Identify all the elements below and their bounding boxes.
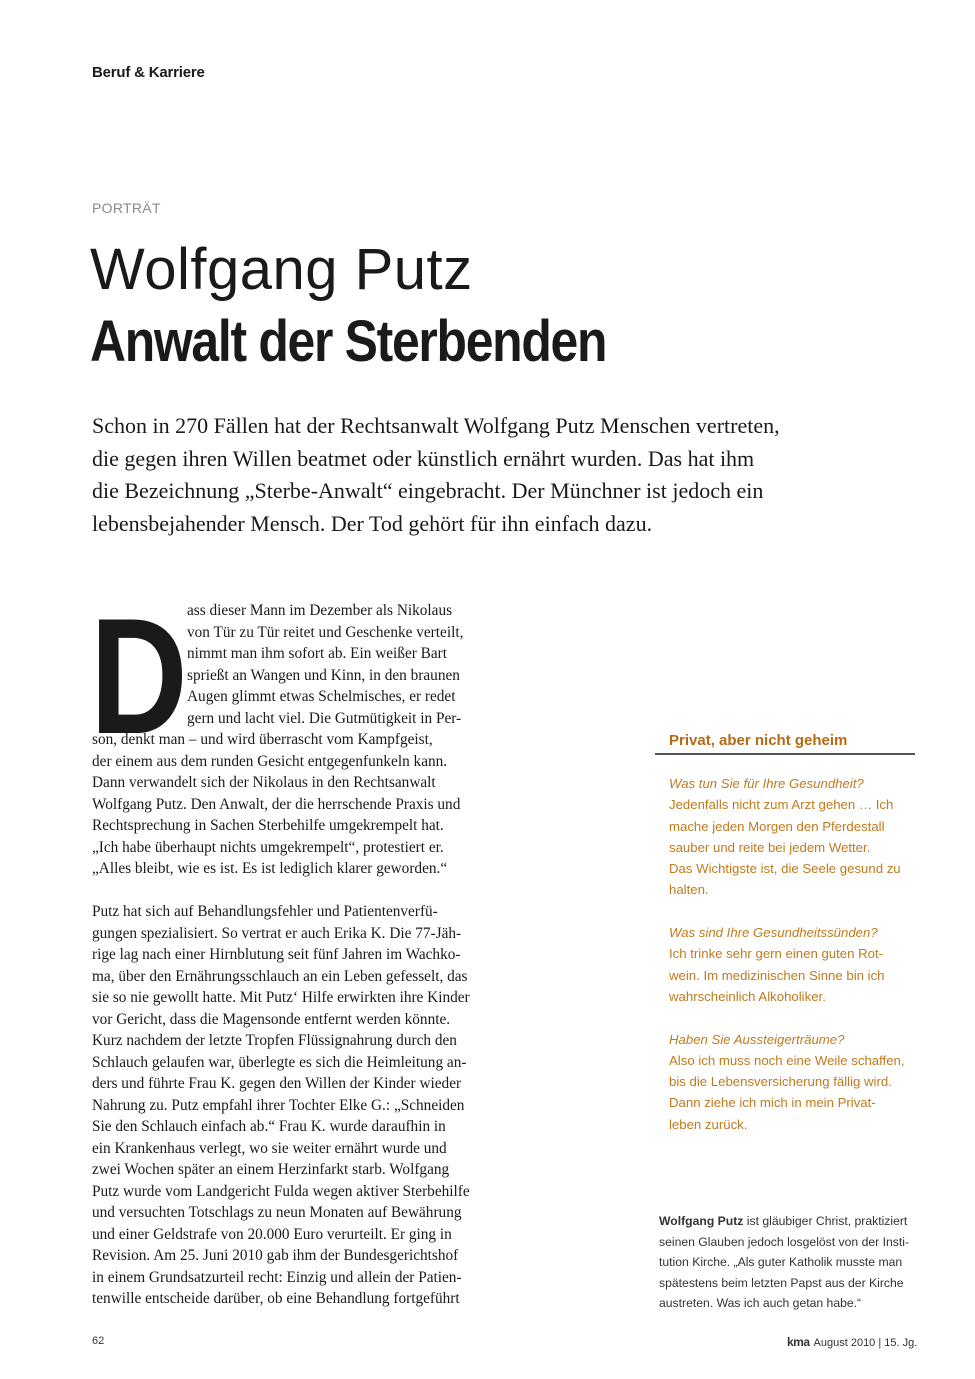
- sidebar-answer-line: Das Wichtigste ist, die Seele gesund zu: [669, 861, 901, 877]
- body-line: gern und lacht viel. Die Gutmütigkeit in Per-: [187, 709, 462, 727]
- body-line: tenwille entscheide darüber, ob eine Behandlung fortgeführt: [92, 1290, 460, 1307]
- bio-name: Wolfgang Putz: [659, 1214, 744, 1228]
- lead-line: lebensbejahender Mensch. Der Tod gehört für ihn einfach dazu.: [92, 510, 653, 536]
- body-line: Putz wurde vom Landgericht Fulda wegen aktiver Sterbehilfe: [92, 1182, 470, 1200]
- sidebar-question: Was sind Ihre Gesundheitssünden?: [669, 925, 878, 941]
- bio-line: tution Kirche. „Als guter Katholik musste man: [659, 1255, 903, 1269]
- sidebar-answer-line: mache jeden Morgen den Pferdestall: [669, 818, 885, 834]
- sidebar-title: Privat, aber nicht geheim: [669, 732, 848, 749]
- body-line: und versuchten Totschlags zu neun Monaten auf Bewährung: [92, 1204, 462, 1221]
- body-line: Revision. Am 25. Juni 2010 gab ihm der Bundesgerichtshof: [92, 1247, 459, 1264]
- body-line: Nahrung zu. Putz empfahl ihrer Tochter Elke G.: „Schneiden: [92, 1096, 465, 1114]
- body-line: nimmt man ihm sofort ab. Ein weißer Bart: [187, 645, 447, 662]
- lead-paragraph: [92, 410, 812, 540]
- body-line: vor Gericht, dass die Magensonde entfernt werden könnte.: [92, 1010, 451, 1028]
- bio-caption: [659, 1211, 919, 1314]
- body-line: Kurz nachdem der letzte Tropfen Flüssignahrung durch den: [92, 1032, 457, 1049]
- body-line: Putz hat sich auf Behandlungsfehler und Patientenverfü-: [92, 903, 438, 920]
- sidebar-answer-line: leben zurück.: [669, 1116, 748, 1132]
- body-line: ders und führte Frau K. gegen den Willen der Kinder wieder: [92, 1075, 462, 1092]
- sidebar-question: Haben Sie Aussteigerträume?: [669, 1031, 845, 1047]
- body-line: ma, über den Ernährungsschlauch an ein Leben gefesselt, das: [92, 967, 468, 985]
- section-label: Beruf & Karriere: [92, 64, 205, 81]
- bio-line: [659, 1211, 919, 1232]
- bio-line: spätestens beim letzten Papst aus der Kirche: [659, 1275, 904, 1290]
- sidebar-answer-line: wein. Im medizinischen Sinne bin ich: [669, 967, 885, 983]
- body-line: ass dieser Mann im Dezember als Nikolaus: [187, 602, 453, 619]
- body-line: son, denkt man – und wird überrascht vom Kampfgeist,: [92, 731, 433, 748]
- body-line: Rechtsprechung in Sachen Sterbehilfe umgekrempelt hat.: [92, 817, 444, 834]
- body-line: Wolfgang Putz. Den Anwalt, der die herrschende Praxis und: [92, 795, 461, 813]
- bio-line: seinen Glauben jedoch losgelöst von der Insti-: [659, 1234, 909, 1249]
- body-line: der einem aus dem runden Gesicht entgegenfunkeln kann.: [92, 752, 448, 770]
- drop-cap: D: [90, 584, 188, 768]
- body-line: in einem Grundsatzurteil recht: Einzig und allein der Patien-: [92, 1268, 462, 1286]
- body-line: sprießt an Wangen und Kinn, in den braunen: [187, 666, 460, 684]
- page-number: 62: [92, 1335, 105, 1347]
- sidebar-answer-line: Ich trinke sehr gern einen guten Rot-: [669, 946, 884, 962]
- sidebar-divider: [655, 753, 915, 755]
- sidebar-answer-line: halten.: [669, 882, 709, 898]
- sidebar-answer-line: Jedenfalls nicht zum Arzt gehen … Ich: [669, 797, 894, 813]
- body-line: „Ich habe überhaupt nichts umgekrempelt“, protestiert er.: [92, 838, 444, 856]
- footer-issue: [787, 1335, 917, 1349]
- body-line: Dann verwandelt sich der Nikolaus in den Rechtsanwalt: [92, 774, 436, 791]
- article-title-sub: Anwalt der Sterbenden: [90, 309, 607, 374]
- body-line: ein Krankenhaus verlegt, wo sie weiter ernährt wurde und: [92, 1139, 447, 1157]
- body-line: und einer Geldstrafe von 20.000 Euro verurteilt. Er ging in: [92, 1225, 452, 1243]
- body-line: sie so nie gewollt hatte. Mit Putz‘ Hilfe erwirkten ihre Kinder: [92, 989, 470, 1006]
- lead-line: die Bezeichnung „Sterbe-Anwalt“ eingebracht. Der Münchner ist jedoch ein: [92, 478, 764, 503]
- article-kicker: PORTRÄT: [92, 200, 161, 216]
- article-title-name: Wolfgang Putz: [90, 237, 473, 302]
- lead-line: die gegen ihren Willen beatmet oder künstlich ernährt wurden. Das hat ihm: [92, 445, 755, 471]
- issue-info: August 2010 | 15. Jg.: [813, 1337, 918, 1349]
- magazine-logo: kma: [787, 1335, 810, 1349]
- body-line: zwei Wochen später an einem Herzinfarkt starb. Wolfgang: [92, 1161, 450, 1178]
- sidebar-interview: [669, 773, 919, 1135]
- body-line: Augen glimmt etwas Schelmisches, er redet: [187, 688, 456, 705]
- bio-line: austreten. Was ich auch getan habe.“: [659, 1296, 862, 1310]
- body-line: rige lag nach einer Hirnblutung seit fünf Jahren im Wachko-: [92, 946, 461, 963]
- body-line: von Tür zu Tür reitet und Geschenke verteilt,: [187, 623, 464, 641]
- sidebar-answer-line: bis die Lebensversicherung fällig wird.: [669, 1074, 892, 1090]
- sidebar-answer-line: Also ich muss noch eine Weile schaffen,: [669, 1052, 905, 1068]
- sidebar-answer-line: sauber und reite bei jedem Wetter.: [669, 839, 871, 855]
- body-line: Schlauch gelaufen war, überlegte es sich die Heimleitung an-: [92, 1053, 467, 1071]
- sidebar-answer-line: Dann ziehe ich mich in mein Privat-: [669, 1095, 876, 1111]
- body-line: Sie den Schlauch einfach ab.“ Frau K. wurde daraufhin in: [92, 1118, 446, 1135]
- body-line: gungen spezialisiert. So vertrat er auch Erika K. Die 77-Jäh-: [92, 924, 462, 942]
- article-body: [92, 600, 492, 1310]
- sidebar-question: Was tun Sie für Ihre Gesundheit?: [669, 776, 864, 791]
- body-line: „Alles bleibt, wie es ist. Es ist lediglich klarer geworden.“: [92, 860, 448, 877]
- lead-line: Schon in 270 Fällen hat der Rechtsanwalt Wolfgang Putz Menschen vertreten,: [92, 413, 780, 438]
- sidebar-answer-line: wahrscheinlich Alkoholiker.: [669, 988, 826, 1004]
- bio-text: ist gläubiger Christ, praktiziert: [743, 1214, 908, 1228]
